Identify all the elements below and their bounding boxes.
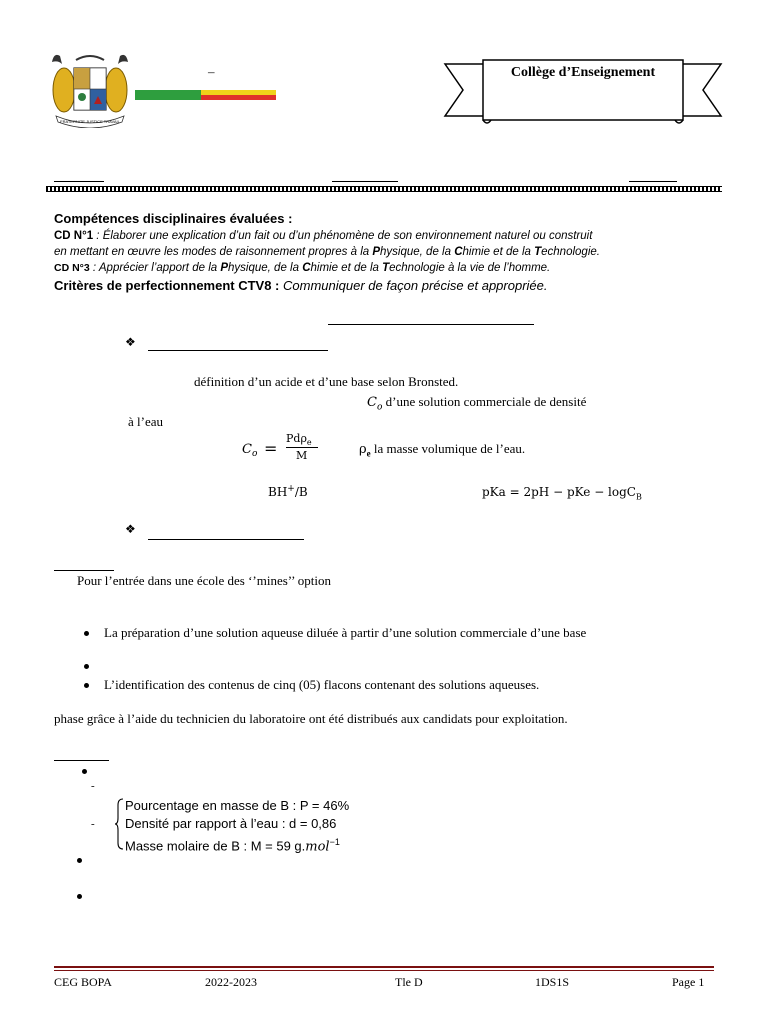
cd1-line1: : Élaborer une explication d’un fait ou d’un phénomène de son environnement naturel ou construit <box>93 230 593 242</box>
footer-class: Tle D <box>395 975 423 989</box>
list-bullet <box>77 894 82 899</box>
header-dash: – <box>208 64 215 79</box>
rho-definition: $\rho_e$ la masse volumique de l’eau. <box>359 441 526 459</box>
part2-heading-line <box>148 539 304 540</box>
footer-page: Page 1 <box>672 975 705 989</box>
criteria-label: Critères de perfectionnement CTV8 : <box>54 278 280 293</box>
section-title-line <box>328 324 534 325</box>
svg-text:FRATERNITE JUSTICE TRAVAIL: FRATERNITE JUSTICE TRAVAIL <box>60 119 120 124</box>
cd3-label: CD N°3 <box>54 262 90 274</box>
criteria-text: Communiquer de façon précise et appropriée. <box>279 278 548 293</box>
list-bullet <box>84 664 89 669</box>
part1-bullet-icon: ❖ <box>125 335 136 349</box>
list-bullet <box>82 769 87 774</box>
pka-formula: pKa = 2pH − pKe − logC$_B$ <box>482 485 642 502</box>
school-banner-title: Collège d’Enseignement <box>510 65 656 80</box>
header-line-left <box>54 181 104 182</box>
list-bullet <box>84 683 89 688</box>
header-line-right <box>629 181 677 182</box>
footer-year: 2022-2023 <box>205 975 257 989</box>
acid-base-couple: BH+/B <box>268 484 308 499</box>
cd1-paragraph <box>54 229 722 260</box>
part3-heading-line <box>54 760 109 761</box>
data-line-density: Densité par rapport à l’eau : d = 0,86 <box>125 816 337 831</box>
part2-subheading-line <box>54 570 114 571</box>
part1-line3: à l’eau <box>128 414 164 429</box>
data-line-molar-mass: Masse molaire de B : M = 59 g.mol$^{-1}$ <box>125 837 340 855</box>
list-bullet <box>84 631 89 636</box>
flag-stripe <box>135 90 276 100</box>
list-bullet <box>77 858 82 863</box>
data-dash-2: - <box>91 818 95 830</box>
competences-title: Compétences disciplinaires évaluées : <box>54 211 293 226</box>
data-line-percentage: Pourcentage en masse de B : P = 46% <box>125 798 350 813</box>
data-dash-1: - <box>91 780 95 792</box>
footer-code: 1DS1S <box>535 975 570 989</box>
cd1-label: CD N°1 <box>54 230 94 242</box>
part2-item1: La préparation d’une solution aqueuse diluée à partir d’une solution commerciale d’une base <box>104 625 587 640</box>
part2-intro: Pour l’entrée dans une école des ‘’mines’’ option <box>77 573 332 588</box>
data-lines <box>125 797 349 856</box>
cd3-line <box>54 262 550 274</box>
data-brace <box>114 798 124 850</box>
footer-school: CEG BOPA <box>54 975 112 989</box>
cd1-line2: en mettant en œuvre les modes de raisonnement propres à la Physique, de la Chimie et de la Technologie. <box>54 245 600 258</box>
part2-bullet-icon: ❖ <box>125 522 136 536</box>
part1-line1: définition d’un acide et d’une base selon Bronsted. <box>194 374 459 389</box>
coat-of-arms <box>50 50 130 128</box>
part2-phase: phase grâce à l’aide du technicien du laboratoire ont été distribués aux candidats pour exploitation. <box>54 711 568 726</box>
part1-heading-line <box>148 350 328 351</box>
criteria-line <box>54 278 547 293</box>
header-line-center <box>332 181 398 182</box>
part1-line2: $C_o$ d’une solution commerciale de densité <box>367 394 587 413</box>
cd3-text: : Apprécier l’apport de la Physique, de la Chimie et de la Technologie à la vie de l’homme. <box>89 262 551 274</box>
header-separator <box>46 186 722 192</box>
footer-rule <box>54 966 714 968</box>
footer-rule-thin <box>54 970 714 971</box>
part2-item3: L’identification des contenus de cinq (05) flacons contenant des solutions aqueuses. <box>104 677 540 692</box>
